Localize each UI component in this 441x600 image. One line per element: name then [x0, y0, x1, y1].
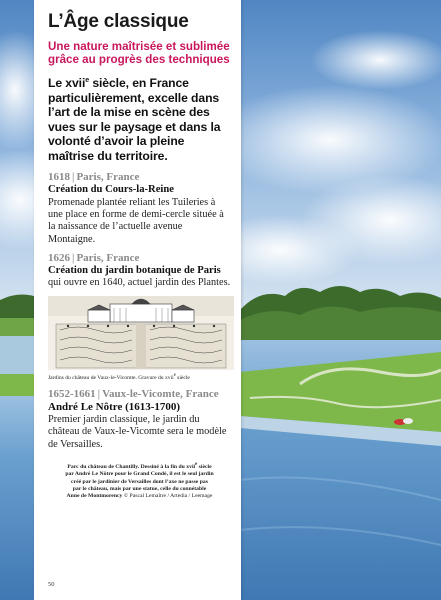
credit-line-4: par le château, mais par une statue, celle du connétable [72, 485, 207, 492]
caption-century: xvii [165, 374, 174, 381]
entry-title: Création du Cours-la-Reine [48, 184, 174, 196]
separator: | [97, 388, 101, 401]
entry-year: 1618 [48, 171, 70, 184]
caption-superscript: e [173, 372, 176, 378]
credit-line-2: par André Le Nôtre pour le Grand Condé, il est le seul jardin [65, 471, 214, 478]
entry-place: Paris, France [76, 171, 140, 184]
separator: | [72, 171, 75, 184]
engraving-image [48, 296, 234, 370]
timeline-entry-1618 [48, 171, 231, 246]
entry-date-line [48, 388, 231, 401]
credit-line-3: créé par le jardinier de Versailles dont l’axe ne passe pas [71, 478, 208, 485]
credit-rights: © Pascal Lemaître / Artedia / Leemage [123, 493, 213, 500]
entry-place: Vaux-le-Vicomte, France [102, 388, 219, 401]
credit-name: Anne de Montmorency [66, 493, 123, 500]
photo-credit [48, 461, 231, 501]
caption-text: Jardins du château de Vaux-le-Vicomte. Gravure du [48, 374, 165, 381]
page-number: 50 [48, 581, 55, 588]
subtitle: Une nature maîtrisée et sublimée grâce au progrès des techniques [48, 39, 230, 67]
intro-start: Le xvii [48, 76, 86, 91]
entry-title: André Le Nôtre (1613-1700) [48, 401, 181, 414]
timeline-entry-1652 [48, 388, 231, 450]
entry-title: Création du jardin botanique de Paris [48, 264, 221, 276]
page-title: L’Âge classique [48, 11, 189, 32]
entry-date-line [48, 252, 231, 265]
entry-description: qui ouvre en 1640, actuel jardin des Plantes. [48, 277, 231, 289]
credit-line-5 [48, 493, 231, 500]
credit-text-end: siècle [197, 463, 212, 470]
entry-text [48, 265, 231, 290]
intro-superscript: e [85, 77, 90, 85]
entry-date-line [48, 171, 231, 184]
text-panel [34, 0, 241, 600]
entry-year: 1626 [48, 251, 70, 264]
caption-end: siècle [175, 374, 190, 381]
separator: | [72, 251, 75, 264]
credit-line-1 [48, 461, 231, 471]
entry-text: Promenade plantée reliant les Tuileries à une place en forme de demi-cercle située à la naissance de l’actuelle avenue Montaigne. [48, 196, 224, 245]
entry-year: 1652-1661 [48, 388, 96, 401]
credit-superscript: e [195, 461, 198, 467]
entry-text: Premier jardin classique, le jardin du château de Vaux-le-Vicomte sera le modèle de Versailles. [48, 413, 227, 450]
entry-place: Paris, France [76, 251, 140, 264]
engraving-caption [48, 372, 231, 382]
intro-rest: siècle, en France particulièrement, excelle dans l’art de la mise en scène des vues sur le paysage et dans la volonté d’avoir la pleine maîtrise du territoire. [48, 76, 221, 163]
timeline-entry-1626 [48, 252, 231, 290]
intro-paragraph [48, 74, 231, 163]
credit-text: Parc du château de Chantilly. Dessiné à la fin du xvii [67, 463, 196, 470]
